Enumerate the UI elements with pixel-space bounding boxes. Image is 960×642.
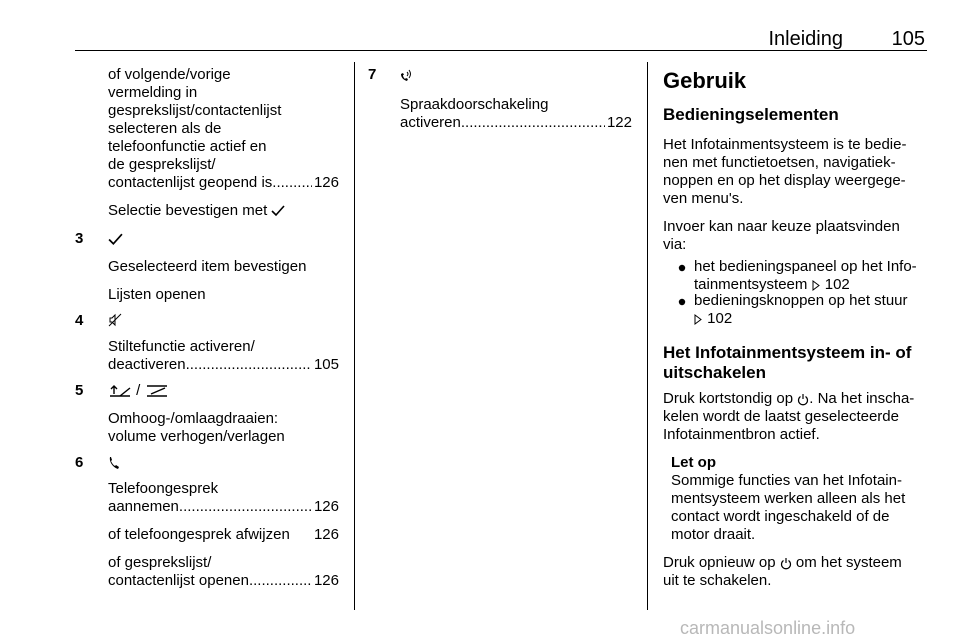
col1-line: de gesprekslijst/: [108, 156, 216, 173]
toc-label: contactenlijst openen: [108, 572, 249, 589]
para-1-line: Het Infotainmentsysteem is te bedie-: [663, 136, 907, 153]
power-icon: [780, 557, 792, 570]
item-number-6: 6: [75, 454, 84, 471]
leader-dots: [186, 356, 312, 374]
mute-icon: [108, 313, 122, 327]
icon-separator: /: [136, 382, 141, 399]
leader-dots: [179, 498, 312, 516]
para-4-post: om het systeem: [795, 554, 902, 571]
note-title: Let op: [671, 454, 716, 471]
toc-page: 126: [313, 498, 339, 515]
para-1-line: nen met functietoetsen, navigatiek-: [663, 154, 896, 171]
toc-label: of telefoongesprek afwijzen: [108, 526, 290, 543]
heading-bedieningselementen: Bedieningselementen: [663, 105, 839, 124]
note-line: mentsysteem werken alleen als het: [671, 490, 906, 507]
toc-label: deactiveren: [108, 356, 186, 373]
leader-dots: [461, 114, 605, 132]
section-title: Inleiding: [768, 28, 843, 50]
item-3-text: Geselecteerd item bevestigen: [108, 258, 307, 275]
wheel-down-icon: [145, 384, 169, 398]
toc-label: activeren: [400, 114, 461, 131]
item-number-7: 7: [368, 66, 377, 83]
item-5-line1: Omhoog-/omlaagdraaien:: [108, 410, 279, 427]
toc-entry: [108, 174, 339, 192]
toc-page: 126: [313, 572, 339, 589]
toc-page: 126: [313, 526, 339, 543]
bullet-icon: [678, 264, 686, 272]
para-4-pre: Druk opnieuw op: [663, 554, 776, 571]
para-2-line: Invoer kan naar keuze plaatsvinden: [663, 218, 900, 235]
column-divider-2: [647, 62, 648, 610]
para-2-line: via:: [663, 236, 687, 253]
page-reference-icon: [812, 280, 821, 291]
bullet-icon: [678, 298, 686, 306]
page-number: 105: [891, 28, 925, 50]
col1-line: vermelding in: [108, 84, 198, 101]
para-4-line1: [663, 554, 902, 572]
leader-dots: [249, 572, 312, 590]
item-7-line1: Spraakdoorschakeling: [400, 96, 549, 113]
toc-page: 126: [313, 174, 339, 191]
page-header: [75, 28, 927, 52]
phone-icon: [108, 456, 120, 470]
heading-gebruik: Gebruik: [663, 68, 747, 93]
para-4-line2: uit te schakelen.: [663, 572, 772, 589]
col1-line: telefoonfunctie actief en: [108, 138, 267, 155]
item-number-5: 5: [75, 382, 84, 399]
note-line: motor draait.: [671, 526, 756, 543]
heading-switch-line1: Het Infotainmentsysteem in- of: [663, 343, 912, 362]
confirm-line: [108, 202, 285, 220]
open-line1: of gesprekslijst/: [108, 554, 212, 571]
item-6-line1: Telefoongesprek: [108, 480, 219, 497]
page-reference: 102: [824, 276, 850, 293]
column-divider-1: [354, 62, 355, 610]
toc-entry: [108, 356, 339, 374]
para-3-line: kelen wordt de laatst geselecteerde: [663, 408, 899, 425]
para-3-line: Infotainmentbron actief.: [663, 426, 820, 443]
confirm-text: Selectie bevestigen met: [108, 202, 268, 219]
item-5-line2: volume verhogen/verlagen: [108, 428, 285, 445]
toc-page: 105: [313, 356, 339, 373]
watermark: carmanualsonline.info: [680, 618, 856, 638]
wheel-up-icon: [108, 384, 132, 398]
toc-label: contactenlijst geopend is: [108, 174, 273, 191]
toc-entry: [400, 114, 632, 132]
lists-open-text: Lijsten openen: [108, 286, 206, 303]
page-reference-icon: [694, 314, 703, 325]
bullet-1-line1: het bedieningspaneel op het Info-: [694, 258, 917, 275]
checkmark-icon: [108, 233, 123, 246]
toc-entry: [108, 572, 339, 590]
note-line: contact wordt ingeschakeld of de: [671, 508, 890, 525]
note-line: Sommige functies van het Infotain-: [671, 472, 902, 489]
para-3-pre: Druk kortstondig op: [663, 390, 794, 407]
para-1-line: ven menu's.: [663, 190, 744, 207]
voice-phone-icon: [400, 68, 412, 82]
checkmark-icon: [271, 205, 285, 217]
para-1-line: noppen en op het display weergege-: [663, 172, 906, 189]
para-3-post: . Na het inscha-: [809, 390, 915, 407]
heading-switch-line2: uitschakelen: [663, 363, 766, 382]
power-icon: [797, 393, 809, 406]
item-number-3: 3: [75, 230, 84, 247]
toc-page: 122: [606, 114, 632, 131]
item-number-4: 4: [75, 312, 84, 329]
col1-line: gesprekslijst/contactenlijst: [108, 102, 282, 119]
page-reference: 102: [707, 310, 733, 327]
col1-line: selecteren als de: [108, 120, 222, 137]
toc-entry: [108, 526, 339, 544]
item-4-line1: Stiltefunctie activeren/: [108, 338, 255, 355]
col1-line: of volgende/vorige: [108, 66, 231, 83]
bullet-2-line1: bedieningsknoppen op het stuur: [694, 292, 908, 309]
para-3-line1: [663, 390, 914, 408]
leader-dots: [272, 174, 312, 192]
item-5-icons: [108, 382, 169, 400]
toc-label: aannemen: [108, 498, 179, 515]
toc-entry: [108, 498, 339, 516]
header-rule: [75, 50, 927, 51]
bullet-1-text: tainmentsysteem: [694, 276, 808, 293]
bullet-2-line2: [694, 310, 732, 328]
